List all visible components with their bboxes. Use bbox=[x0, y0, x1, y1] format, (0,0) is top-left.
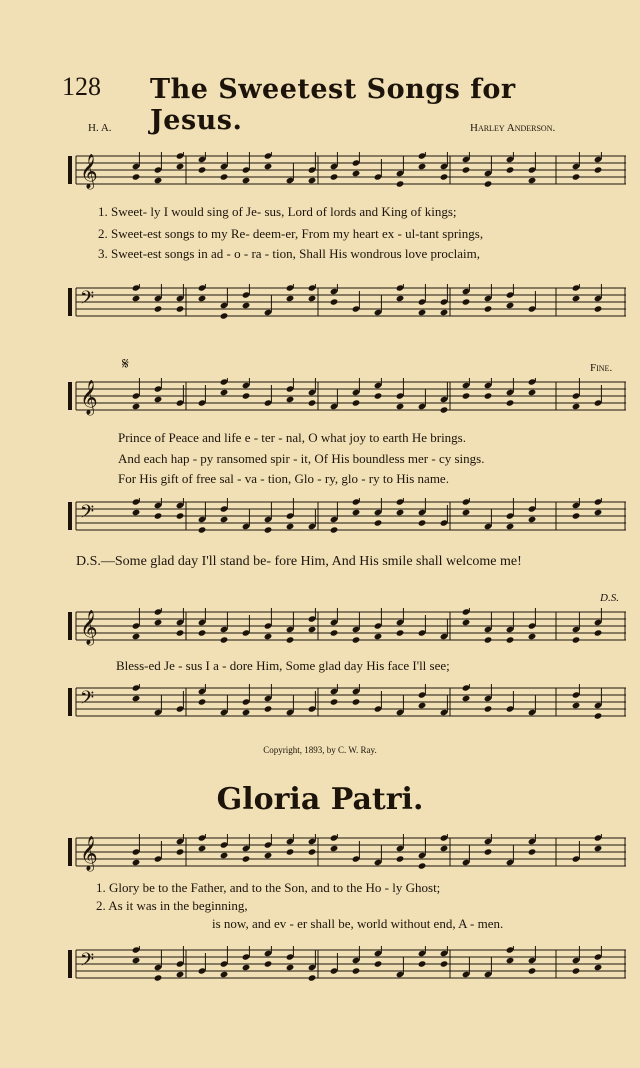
music-system-2 bbox=[66, 356, 632, 542]
composer-credit: Harley Anderson. bbox=[470, 122, 556, 134]
lyric-line-3: 3. Sweet-est songs in ad - o - ra - tion, Shall His wondrous love proclaim, bbox=[98, 246, 480, 261]
gloria-lyric-3: is now, and ev - er shall be, world without end, A - men. bbox=[212, 916, 504, 931]
svg-text:𝄢: 𝄢 bbox=[80, 688, 95, 713]
ds-mark: D.S. bbox=[600, 592, 619, 604]
lyric-line-1: Bless-ed Je - sus I a - dore Him, Some glad day His face I'll see; bbox=[116, 658, 450, 673]
page-number: 128 bbox=[62, 72, 101, 101]
bass-staff bbox=[66, 946, 632, 982]
treble-staff bbox=[66, 378, 632, 414]
bass-staff-lines bbox=[66, 284, 632, 324]
music-system-1 bbox=[66, 140, 632, 340]
segno-mark: 𝄋 bbox=[122, 356, 129, 373]
lyric-line-3: For His gift of free sal - va - tion, Glo - ry, glo - ry to His name. bbox=[118, 471, 449, 486]
author-credit: H. A. bbox=[88, 122, 112, 134]
svg-text:𝄞: 𝄞 bbox=[80, 610, 98, 645]
treble-staff-lines bbox=[66, 378, 632, 418]
hymn-title: The Sweetest Songs for Jesus. bbox=[150, 74, 516, 136]
svg-text:𝄢: 𝄢 bbox=[80, 502, 95, 527]
svg-text:𝄢: 𝄢 bbox=[80, 950, 95, 975]
bass-staff-lines bbox=[66, 684, 632, 724]
svg-text:𝄢: 𝄢 bbox=[80, 288, 95, 313]
lyric-line-1: 1. Sweet- ly I would sing of Je- sus, Lord of lords and King of kings; bbox=[98, 204, 457, 219]
music-system-3 bbox=[66, 592, 632, 742]
lyric-line-2: And each hap - py ransomed spir - it, Of His boundless mer - cy sings. bbox=[118, 451, 485, 466]
treble-staff-lines bbox=[66, 152, 632, 192]
fine-mark: Fine. bbox=[590, 362, 613, 374]
treble-staff bbox=[66, 834, 632, 870]
bass-staff-lines bbox=[66, 946, 632, 986]
gloria-title: Gloria Patri. bbox=[216, 782, 424, 817]
bass-staff-lines bbox=[66, 498, 632, 538]
svg-text:𝄞: 𝄞 bbox=[80, 154, 98, 189]
gloria-lyric-1: 1. Glory be to the Father, and to the Son, and to the Ho - ly Ghost; bbox=[96, 880, 441, 895]
treble-staff bbox=[66, 608, 632, 644]
gloria-lyric-2: 2. As it was in the beginning, bbox=[96, 898, 248, 913]
music-system-gloria bbox=[66, 820, 632, 1000]
svg-text:𝄞: 𝄞 bbox=[80, 380, 98, 415]
treble-staff bbox=[66, 152, 632, 188]
treble-staff-lines bbox=[66, 608, 632, 648]
ds-lyric-line: D.S.—Some glad day I'll stand be- fore Him, And His smile shall welcome me! bbox=[76, 554, 522, 569]
bass-staff bbox=[66, 498, 632, 534]
lyric-line-2: 2. Sweet-est songs to my Re- deem-er, From my heart ex - ul-tant springs, bbox=[98, 226, 484, 241]
bass-staff bbox=[66, 284, 632, 320]
lyric-line-1: Prince of Peace and life e - ter - nal, O what joy to earth He brings. bbox=[118, 430, 466, 445]
bass-staff bbox=[66, 684, 632, 720]
treble-staff-lines bbox=[66, 834, 632, 874]
svg-text:𝄞: 𝄞 bbox=[80, 836, 98, 871]
copyright-notice: Copyright, 1893, by C. W. Ray. bbox=[263, 745, 377, 755]
